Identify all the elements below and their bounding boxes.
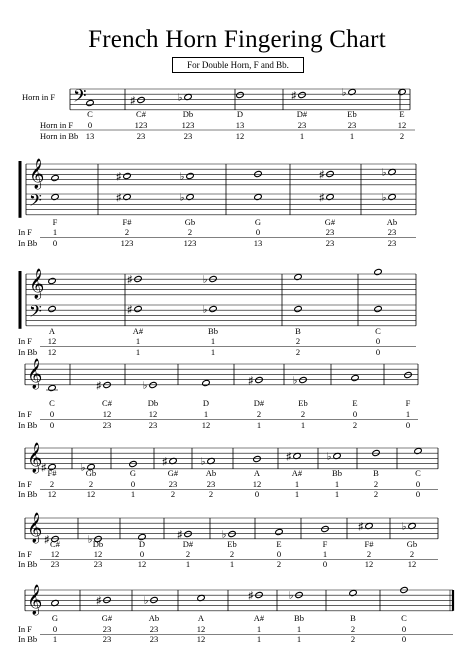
flat-sign: ♭ [200, 456, 206, 468]
note-name: G [51, 613, 59, 623]
flat-sign: ♭ [143, 595, 149, 607]
fingering-bb: 12 [201, 420, 211, 430]
fingering-f: 2 [409, 549, 415, 559]
fingering-bb: 12 [235, 131, 245, 141]
fingering-f: 1 [322, 549, 328, 559]
sharp-sign: ♯ [286, 451, 292, 463]
note-name: E [399, 109, 405, 119]
row-label-f: In F [18, 336, 32, 346]
fingering-f: 1 [405, 409, 411, 419]
whole-note [254, 170, 262, 177]
flat-sign: ♭ [401, 521, 407, 533]
whole-note [48, 305, 56, 312]
fingering-f: 1 [210, 336, 216, 346]
fingering-f: 0 [130, 479, 136, 489]
flat-sign: ♭ [179, 192, 185, 204]
fingering-f: 2 [185, 549, 191, 559]
whole-note [255, 376, 263, 383]
fingering-bb: 1 [256, 420, 262, 430]
fingering-bb: 1 [229, 559, 235, 569]
fingering-bb: 23 [183, 131, 193, 141]
note-name: F# [364, 539, 374, 549]
note-name: B [373, 468, 379, 478]
fingering-f: 1 [203, 409, 209, 419]
sharp-sign: ♯ [291, 90, 297, 102]
whole-note [51, 193, 59, 200]
treble-clef-icon: 𝄞 [29, 269, 45, 298]
fingering-bb: 23 [387, 238, 397, 248]
note-name: Gb [85, 468, 97, 478]
fingering-f: 12 [50, 549, 60, 559]
whole-note [299, 376, 307, 383]
whole-note [326, 193, 334, 200]
fingering-bb: 23 [149, 634, 159, 644]
fingering-bb: 23 [102, 420, 112, 430]
treble-clef-icon: 𝄞 [27, 513, 43, 542]
whole-note [348, 88, 356, 95]
whole-note [374, 305, 382, 312]
sharp-sign: ♯ [116, 171, 122, 183]
treble-staff [25, 364, 418, 385]
fingering-f: 23 [102, 624, 112, 634]
note-name: C [415, 468, 421, 478]
fingering-bb: 23 [102, 634, 112, 644]
row-label-f: In F [18, 624, 32, 634]
sharp-sign: ♯ [127, 304, 133, 316]
note-name: G [129, 468, 137, 478]
fingering-f: 1 [334, 479, 340, 489]
note-name: G# [167, 468, 179, 478]
note-name: F [405, 398, 411, 408]
row-label-bb: In Bb [18, 559, 38, 569]
whole-note [349, 589, 357, 596]
whole-note [404, 371, 412, 378]
note-name: C# [136, 109, 146, 119]
note-name: D [236, 109, 244, 119]
note-name: C [49, 398, 55, 408]
bass-staff [26, 305, 416, 326]
note-name: A [197, 613, 205, 623]
note-name: Db [92, 539, 104, 549]
fingering-f: 23 [297, 120, 307, 130]
fingering-bb: 2 [276, 559, 282, 569]
whole-note [137, 96, 145, 103]
note-name: E [352, 398, 358, 408]
flat-sign: ♭ [87, 534, 93, 546]
fingering-bb: 1 [300, 420, 306, 430]
fingering-f: 123 [181, 120, 195, 130]
note-name: C [375, 326, 381, 336]
fingering-bb: 2 [295, 347, 301, 357]
fingering-f: 0 [87, 120, 93, 130]
fingering-f: 2 [187, 227, 193, 237]
fingering-bb: 0 [415, 489, 421, 499]
sharp-sign: ♯ [162, 456, 168, 468]
fingering-f: 0 [49, 409, 55, 419]
whole-note [123, 193, 131, 200]
note-name: C [401, 613, 407, 623]
fingering-f: 1 [256, 624, 262, 634]
fingering-f: 2 [49, 479, 55, 489]
fingering-f: 1 [294, 479, 300, 489]
subtitle: For Double Horn, F and Bb. [187, 60, 289, 70]
note-name: G [254, 217, 262, 227]
fingering-f: 0 [352, 409, 358, 419]
fingering-bb: 0 [401, 634, 407, 644]
fingering-bb: 23 [148, 420, 158, 430]
fingering-bb: 0 [49, 420, 55, 430]
fingering-f: 12 [47, 336, 57, 346]
flat-sign: ♭ [221, 529, 227, 541]
note-name: F [52, 217, 58, 227]
sharp-sign: ♯ [248, 375, 254, 387]
flat-sign: ♭ [341, 87, 347, 99]
note-name: A [253, 468, 261, 478]
fingering-f: 2 [88, 479, 94, 489]
flat-sign: ♭ [326, 451, 332, 463]
note-name: Db [182, 109, 194, 119]
fingering-bb: 2 [373, 489, 379, 499]
fingering-bb: 123 [120, 238, 134, 248]
note-name: D# [182, 539, 194, 549]
whole-note [150, 596, 158, 603]
note-name: D [138, 539, 146, 549]
row-label-bb: In Bb [18, 420, 38, 430]
whole-note [123, 172, 131, 179]
bass-staff [26, 194, 416, 215]
fingering-bb: 0 [405, 420, 411, 430]
fingering-f: 0 [52, 624, 58, 634]
fingering-bb: 12 [86, 489, 96, 499]
fingering-f: 1 [52, 227, 58, 237]
note-name: D# [253, 398, 265, 408]
sharp-sign: ♯ [116, 192, 122, 204]
note-name: A# [253, 613, 265, 623]
fingering-bb: 2 [399, 131, 405, 141]
note-name: A [48, 326, 56, 336]
note-name: E [276, 539, 282, 549]
note-name: C# [50, 539, 60, 549]
fingering-f: 23 [325, 227, 335, 237]
fingering-bb: 13 [85, 131, 95, 141]
whole-note [275, 528, 283, 535]
fingering-f: 23 [347, 120, 357, 130]
fingering-f: 12 [102, 409, 112, 419]
sharp-sign: ♯ [177, 529, 183, 541]
fingering-bb: 0 [322, 559, 328, 569]
fingering-f: 2 [256, 409, 262, 419]
staff-label: Horn in F [22, 92, 56, 102]
whole-note [202, 379, 210, 386]
fingering-bb: 2 [170, 489, 176, 499]
flat-sign: ♭ [381, 192, 387, 204]
sharp-sign: ♯ [130, 95, 136, 107]
note-name: Ab [148, 613, 160, 623]
flat-sign: ♭ [202, 304, 208, 316]
whole-note [254, 193, 262, 200]
note-name: F [322, 539, 328, 549]
fingering-f: 0 [401, 624, 407, 634]
whole-note [209, 305, 217, 312]
note-name: D# [296, 109, 308, 119]
whole-note [398, 88, 406, 95]
fingering-f: 0 [255, 227, 261, 237]
fingering-bb: 1 [135, 347, 141, 357]
whole-note [388, 193, 396, 200]
note-name: G# [324, 217, 336, 227]
row-label-f: In F [18, 227, 32, 237]
page-title: French Horn Fingering Chart [88, 26, 386, 53]
fingering-bb: 0 [52, 238, 58, 248]
bass-clef-icon: 𝄢 [29, 192, 42, 214]
whole-note [326, 170, 334, 177]
fingering-bb: 23 [325, 238, 335, 248]
treble-clef-icon: 𝄞 [27, 585, 43, 614]
whole-note [48, 384, 56, 391]
whole-note [236, 91, 244, 98]
fingering-bb: 1 [334, 489, 340, 499]
note-name: C# [102, 398, 112, 408]
fingering-bb: 2 [208, 489, 214, 499]
fingering-f: 1 [135, 336, 141, 346]
fingering-bb: 1 [256, 634, 262, 644]
whole-note [134, 305, 142, 312]
treble-clef-icon: 𝄞 [29, 159, 45, 188]
fingering-bb: 12 [407, 559, 417, 569]
flat-sign: ♭ [288, 590, 294, 602]
whole-note [48, 277, 56, 284]
fingering-f: 0 [276, 549, 282, 559]
fingering-f: 12 [148, 409, 158, 419]
flat-sign: ♭ [179, 171, 185, 183]
whole-note [103, 596, 111, 603]
note-name: A# [132, 326, 144, 336]
fingering-bb: 1 [210, 347, 216, 357]
fingering-bb: 1 [185, 559, 191, 569]
bass-clef-icon: 𝄢 [73, 86, 87, 110]
whole-note [253, 455, 261, 462]
fingering-bb: 0 [375, 347, 381, 357]
row-label-bb: In Bb [18, 238, 38, 248]
sharp-sign: ♯ [248, 590, 254, 602]
note-name: C [87, 109, 93, 119]
note-name: B [295, 326, 301, 336]
row-label-bb: In Bb [18, 634, 38, 644]
flat-sign: ♭ [292, 375, 298, 387]
fingering-f: 2 [350, 624, 356, 634]
flat-sign: ♭ [80, 462, 86, 474]
fingering-bb: 2 [352, 420, 358, 430]
fingering-bb: 23 [136, 131, 146, 141]
fingering-f: 2 [229, 549, 235, 559]
note-name: Bb [332, 468, 342, 478]
row-label-f: Horn in F [40, 120, 74, 130]
note-name: Eb [347, 109, 357, 119]
sharp-sign: ♯ [127, 274, 133, 286]
treble-staff [25, 448, 438, 469]
fingering-f: 23 [149, 624, 159, 634]
flat-sign: ♭ [177, 92, 183, 104]
fingering-bb: 1 [52, 634, 58, 644]
whole-note [374, 268, 382, 275]
sharp-sign: ♯ [319, 192, 325, 204]
fingering-bb: 2 [350, 634, 356, 644]
row-label-bb: In Bb [18, 347, 38, 357]
note-name: Eb [227, 539, 237, 549]
fingering-bb: 12 [364, 559, 374, 569]
whole-note [351, 374, 359, 381]
treble-clef-icon: 𝄞 [27, 443, 43, 472]
fingering-f: 2 [124, 227, 130, 237]
fingering-bb: 1 [349, 131, 355, 141]
fingering-bb: 23 [50, 559, 60, 569]
note-name: Gb [406, 539, 418, 549]
treble-staff [26, 274, 416, 295]
fingering-f: 12 [252, 479, 262, 489]
fingering-bb: 12 [47, 489, 57, 499]
note-name: G# [101, 613, 113, 623]
whole-note [51, 174, 59, 181]
fingering-f: 23 [387, 227, 397, 237]
flat-sign: ♭ [202, 274, 208, 286]
whole-note [321, 525, 329, 532]
sharp-sign: ♯ [358, 521, 364, 533]
note-name: A# [291, 468, 303, 478]
note-name: D [202, 398, 210, 408]
note-name: Eb [298, 398, 308, 408]
note-name: Ab [386, 217, 398, 227]
fingering-bb: 12 [196, 634, 206, 644]
fingering-bb: 123 [183, 238, 197, 248]
note-name: Gb [184, 217, 196, 227]
whole-note [228, 530, 236, 537]
fingering-f: 12 [93, 549, 103, 559]
note-name: Db [147, 398, 159, 408]
fingering-bb: 23 [93, 559, 103, 569]
treble-staff [25, 590, 453, 611]
fingering-bb: 12 [137, 559, 147, 569]
fingering-bb: 1 [296, 634, 302, 644]
whole-note [294, 273, 302, 280]
row-label-f: In F [18, 549, 32, 559]
fingering-bb: 1 [130, 489, 136, 499]
fingering-f: 1 [296, 624, 302, 634]
fingering-f: 2 [373, 479, 379, 489]
treble-staff [26, 164, 416, 185]
note-name: Bb [208, 326, 218, 336]
fingering-bb: 12 [47, 347, 57, 357]
note-name: F# [47, 468, 57, 478]
fingering-bb: 13 [253, 238, 263, 248]
note-name: Ab [205, 468, 217, 478]
fingering-f: 123 [134, 120, 148, 130]
fingering-bb: 1 [294, 489, 300, 499]
bass-clef-icon: 𝄢 [29, 303, 42, 325]
fingering-f: 23 [206, 479, 216, 489]
fingering-f: 12 [397, 120, 407, 130]
whole-note [414, 447, 422, 454]
sharp-sign: ♯ [319, 169, 325, 181]
fingering-bb: 0 [254, 489, 260, 499]
fingering-f: 13 [235, 120, 245, 130]
sharp-sign: ♯ [41, 462, 47, 474]
whole-note [184, 530, 192, 537]
whole-note [129, 460, 137, 467]
note-name: Bb [294, 613, 304, 623]
flat-sign: ♭ [381, 167, 387, 179]
whole-note [186, 193, 194, 200]
row-label-f: In F [18, 409, 32, 419]
sharp-sign: ♯ [96, 380, 102, 392]
flat-sign: ♭ [142, 380, 148, 392]
fingering-f: 23 [168, 479, 178, 489]
whole-note [186, 172, 194, 179]
sharp-sign: ♯ [96, 595, 102, 607]
whole-note [298, 91, 306, 98]
fingering-bb: 1 [299, 131, 305, 141]
fingering-f: 2 [295, 336, 301, 346]
row-label-bb: Horn in Bb [40, 131, 79, 141]
fingering-f: 2 [366, 549, 372, 559]
fingering-f: 0 [415, 479, 421, 489]
whole-note [294, 305, 302, 312]
sharp-sign: ♯ [44, 534, 50, 546]
row-label-bb: In Bb [18, 489, 38, 499]
fingering-f: 0 [139, 549, 145, 559]
note-name: B [350, 613, 356, 623]
whole-note [86, 99, 94, 106]
fingering-f: 12 [196, 624, 206, 634]
fingering-f: 2 [300, 409, 306, 419]
fingering-f: 0 [375, 336, 381, 346]
treble-clef-icon: 𝄞 [27, 359, 43, 388]
note-name: F# [122, 217, 132, 227]
row-label-f: In F [18, 479, 32, 489]
